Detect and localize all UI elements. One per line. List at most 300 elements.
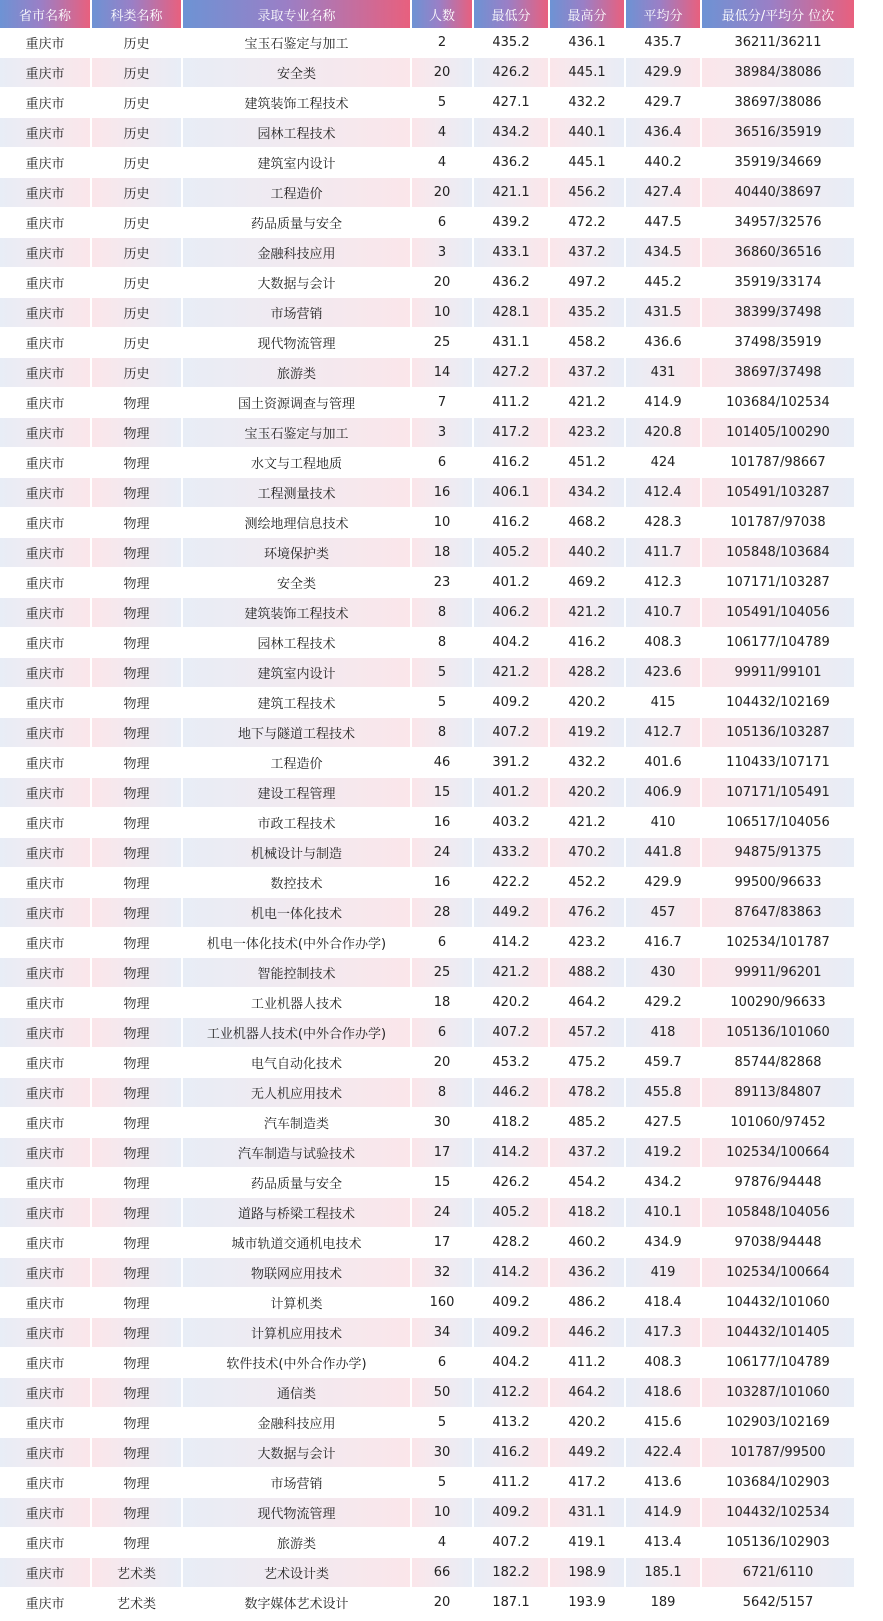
- avg-score-cell: 429.9: [625, 58, 701, 88]
- province-cell: 重庆市: [0, 1558, 91, 1588]
- rank-cell: 104432/102534: [701, 1498, 855, 1528]
- max-score-cell: 470.2: [549, 838, 625, 868]
- table-row: [0, 1258, 855, 1288]
- max-score-cell: 440.1: [549, 118, 625, 148]
- table-row: [0, 388, 855, 418]
- major-name-cell: 城市轨道交通机电技术: [182, 1228, 411, 1258]
- subject-category-cell: 物理: [91, 1468, 182, 1498]
- table-row: [0, 628, 855, 658]
- major-name-cell: 道路与桥梁工程技术: [182, 1198, 411, 1228]
- avg-score-cell: 435.7: [625, 28, 701, 58]
- avg-score-cell: 410: [625, 808, 701, 838]
- count-cell: 6: [411, 1018, 473, 1048]
- subject-category-cell: 物理: [91, 958, 182, 988]
- min-score-cell: 435.2: [473, 28, 549, 58]
- subject-category-cell: 物理: [91, 778, 182, 808]
- province-cell: 重庆市: [0, 1258, 91, 1288]
- max-score-cell: 416.2: [549, 628, 625, 658]
- major-name-cell: 建筑工程技术: [182, 688, 411, 718]
- avg-score-cell: 419.2: [625, 1138, 701, 1168]
- count-cell: 4: [411, 148, 473, 178]
- province-cell: 重庆市: [0, 568, 91, 598]
- min-score-cell: 453.2: [473, 1048, 549, 1078]
- province-cell: 重庆市: [0, 1018, 91, 1048]
- rank-cell: 40440/38697: [701, 178, 855, 208]
- avg-score-cell: 431.5: [625, 298, 701, 328]
- province-cell: 重庆市: [0, 808, 91, 838]
- min-score-cell: 403.2: [473, 808, 549, 838]
- count-cell: 3: [411, 418, 473, 448]
- subject-category-cell: 物理: [91, 598, 182, 628]
- major-name-cell: 园林工程技术: [182, 118, 411, 148]
- count-cell: 17: [411, 1228, 473, 1258]
- min-score-cell: 404.2: [473, 628, 549, 658]
- major-name-cell: 工程造价: [182, 748, 411, 778]
- max-score-cell: 458.2: [549, 328, 625, 358]
- avg-score-cell: 408.3: [625, 1348, 701, 1378]
- rank-cell: 38697/38086: [701, 88, 855, 118]
- min-score-cell: 411.2: [473, 1468, 549, 1498]
- min-score-cell: 417.2: [473, 418, 549, 448]
- subject-category-cell: 历史: [91, 88, 182, 118]
- rank-cell: 35919/33174: [701, 268, 855, 298]
- province-cell: 重庆市: [0, 58, 91, 88]
- max-score-cell: 411.2: [549, 1348, 625, 1378]
- max-score-cell: 198.9: [549, 1558, 625, 1588]
- table-row: [0, 1408, 855, 1438]
- province-cell: 重庆市: [0, 1408, 91, 1438]
- major-name-cell: 安全类: [182, 568, 411, 598]
- count-cell: 16: [411, 868, 473, 898]
- count-cell: 8: [411, 1078, 473, 1108]
- major-name-cell: 智能控制技术: [182, 958, 411, 988]
- province-cell: 重庆市: [0, 148, 91, 178]
- min-score-cell: 407.2: [473, 718, 549, 748]
- max-score-cell: 435.2: [549, 298, 625, 328]
- table-row: [0, 1348, 855, 1378]
- province-cell: 重庆市: [0, 1168, 91, 1198]
- min-score-cell: 431.1: [473, 328, 549, 358]
- major-name-cell: 园林工程技术: [182, 628, 411, 658]
- rank-cell: 5642/5157: [701, 1588, 855, 1618]
- major-name-cell: 汽车制造与试验技术: [182, 1138, 411, 1168]
- avg-score-cell: 412.7: [625, 718, 701, 748]
- max-score-cell: 486.2: [549, 1288, 625, 1318]
- max-score-cell: 436.1: [549, 28, 625, 58]
- subject-category-cell: 物理: [91, 1048, 182, 1078]
- avg-score-cell: 427.5: [625, 1108, 701, 1138]
- major-name-cell: 工业机器人技术: [182, 988, 411, 1018]
- min-score-cell: 182.2: [473, 1558, 549, 1588]
- major-name-cell: 宝玉石鉴定与加工: [182, 418, 411, 448]
- rank-cell: 105848/103684: [701, 538, 855, 568]
- subject-category-cell: 物理: [91, 568, 182, 598]
- province-cell: 重庆市: [0, 478, 91, 508]
- table-row: [0, 838, 855, 868]
- count-cell: 18: [411, 988, 473, 1018]
- major-name-cell: 数控技术: [182, 868, 411, 898]
- subject-category-cell: 物理: [91, 688, 182, 718]
- min-score-cell: 411.2: [473, 388, 549, 418]
- subject-category-cell: 物理: [91, 508, 182, 538]
- count-cell: 6: [411, 208, 473, 238]
- max-score-cell: 431.1: [549, 1498, 625, 1528]
- major-name-cell: 国土资源调查与管理: [182, 388, 411, 418]
- header-min-score: 最低分: [473, 0, 549, 28]
- rank-cell: 36211/36211: [701, 28, 855, 58]
- avg-score-cell: 401.6: [625, 748, 701, 778]
- subject-category-cell: 历史: [91, 328, 182, 358]
- rank-cell: 94875/91375: [701, 838, 855, 868]
- subject-category-cell: 历史: [91, 118, 182, 148]
- subject-category-cell: 物理: [91, 988, 182, 1018]
- max-score-cell: 456.2: [549, 178, 625, 208]
- subject-category-cell: 历史: [91, 178, 182, 208]
- max-score-cell: 472.2: [549, 208, 625, 238]
- major-name-cell: 水文与工程地质: [182, 448, 411, 478]
- avg-score-cell: 422.4: [625, 1438, 701, 1468]
- table-row: [0, 448, 855, 478]
- min-score-cell: 414.2: [473, 1258, 549, 1288]
- min-score-cell: 416.2: [473, 508, 549, 538]
- max-score-cell: 437.2: [549, 238, 625, 268]
- min-score-cell: 416.2: [473, 1438, 549, 1468]
- table-row: [0, 58, 855, 88]
- rank-cell: 97876/94448: [701, 1168, 855, 1198]
- avg-score-cell: 423.6: [625, 658, 701, 688]
- min-score-cell: 413.2: [473, 1408, 549, 1438]
- count-cell: 8: [411, 718, 473, 748]
- avg-score-cell: 419: [625, 1258, 701, 1288]
- subject-category-cell: 物理: [91, 1438, 182, 1468]
- province-cell: 重庆市: [0, 1498, 91, 1528]
- province-cell: 重庆市: [0, 28, 91, 58]
- province-cell: 重庆市: [0, 1318, 91, 1348]
- min-score-cell: 405.2: [473, 1198, 549, 1228]
- count-cell: 4: [411, 1528, 473, 1558]
- count-cell: 20: [411, 1048, 473, 1078]
- min-score-cell: 436.2: [473, 148, 549, 178]
- count-cell: 3: [411, 238, 473, 268]
- count-cell: 20: [411, 58, 473, 88]
- rank-cell: 107171/103287: [701, 568, 855, 598]
- major-name-cell: 通信类: [182, 1378, 411, 1408]
- min-score-cell: 401.2: [473, 568, 549, 598]
- province-cell: 重庆市: [0, 628, 91, 658]
- table-row: [0, 1228, 855, 1258]
- province-cell: 重庆市: [0, 1048, 91, 1078]
- table-row: [0, 1528, 855, 1558]
- min-score-cell: 406.1: [473, 478, 549, 508]
- max-score-cell: 446.2: [549, 1318, 625, 1348]
- min-score-cell: 434.2: [473, 118, 549, 148]
- avg-score-cell: 406.9: [625, 778, 701, 808]
- count-cell: 10: [411, 508, 473, 538]
- max-score-cell: 452.2: [549, 868, 625, 898]
- rank-cell: 35919/34669: [701, 148, 855, 178]
- count-cell: 25: [411, 958, 473, 988]
- count-cell: 2: [411, 28, 473, 58]
- count-cell: 7: [411, 388, 473, 418]
- table-row: [0, 508, 855, 538]
- province-cell: 重庆市: [0, 1078, 91, 1108]
- table-row: [0, 268, 855, 298]
- rank-cell: 89113/84807: [701, 1078, 855, 1108]
- min-score-cell: 421.2: [473, 658, 549, 688]
- subject-category-cell: 物理: [91, 1348, 182, 1378]
- max-score-cell: 420.2: [549, 778, 625, 808]
- avg-score-cell: 427.4: [625, 178, 701, 208]
- major-name-cell: 建筑装饰工程技术: [182, 598, 411, 628]
- rank-cell: 105848/104056: [701, 1198, 855, 1228]
- count-cell: 20: [411, 178, 473, 208]
- subject-category-cell: 物理: [91, 448, 182, 478]
- min-score-cell: 409.2: [473, 1288, 549, 1318]
- max-score-cell: 464.2: [549, 1378, 625, 1408]
- max-score-cell: 193.9: [549, 1588, 625, 1618]
- rank-cell: 101787/98667: [701, 448, 855, 478]
- major-name-cell: 建筑装饰工程技术: [182, 88, 411, 118]
- province-cell: 重庆市: [0, 388, 91, 418]
- avg-score-cell: 447.5: [625, 208, 701, 238]
- major-name-cell: 旅游类: [182, 358, 411, 388]
- count-cell: 24: [411, 838, 473, 868]
- min-score-cell: 436.2: [473, 268, 549, 298]
- major-name-cell: 汽车制造类: [182, 1108, 411, 1138]
- province-cell: 重庆市: [0, 1348, 91, 1378]
- min-score-cell: 427.2: [473, 358, 549, 388]
- count-cell: 34: [411, 1318, 473, 1348]
- table-row: [0, 478, 855, 508]
- subject-category-cell: 物理: [91, 1138, 182, 1168]
- table-row: [0, 778, 855, 808]
- rank-cell: 103684/102903: [701, 1468, 855, 1498]
- major-name-cell: 地下与隧道工程技术: [182, 718, 411, 748]
- table-row: [0, 148, 855, 178]
- count-cell: 4: [411, 118, 473, 148]
- province-cell: 重庆市: [0, 1288, 91, 1318]
- header-major-name: 录取专业名称: [182, 0, 411, 28]
- table-row: [0, 598, 855, 628]
- subject-category-cell: 物理: [91, 658, 182, 688]
- table-row: [0, 1048, 855, 1078]
- min-score-cell: 412.2: [473, 1378, 549, 1408]
- count-cell: 6: [411, 1348, 473, 1378]
- min-score-cell: 428.1: [473, 298, 549, 328]
- rank-cell: 103684/102534: [701, 388, 855, 418]
- min-score-cell: 414.2: [473, 1138, 549, 1168]
- table-row: [0, 1078, 855, 1108]
- table-row: [0, 1438, 855, 1468]
- rank-cell: 38697/37498: [701, 358, 855, 388]
- table-row: [0, 1168, 855, 1198]
- province-cell: 重庆市: [0, 448, 91, 478]
- count-cell: 6: [411, 928, 473, 958]
- major-name-cell: 物联网应用技术: [182, 1258, 411, 1288]
- rank-cell: 99911/99101: [701, 658, 855, 688]
- count-cell: 5: [411, 658, 473, 688]
- max-score-cell: 485.2: [549, 1108, 625, 1138]
- count-cell: 20: [411, 268, 473, 298]
- max-score-cell: 460.2: [549, 1228, 625, 1258]
- header-max-score: 最高分: [549, 0, 625, 28]
- min-score-cell: 391.2: [473, 748, 549, 778]
- subject-category-cell: 物理: [91, 868, 182, 898]
- max-score-cell: 419.2: [549, 718, 625, 748]
- max-score-cell: 451.2: [549, 448, 625, 478]
- count-cell: 16: [411, 478, 473, 508]
- max-score-cell: 421.2: [549, 598, 625, 628]
- table-row: [0, 1198, 855, 1228]
- min-score-cell: 406.2: [473, 598, 549, 628]
- count-cell: 20: [411, 1588, 473, 1618]
- avg-score-cell: 429.7: [625, 88, 701, 118]
- province-cell: 重庆市: [0, 688, 91, 718]
- min-score-cell: 407.2: [473, 1018, 549, 1048]
- subject-category-cell: 历史: [91, 148, 182, 178]
- min-score-cell: 421.2: [473, 958, 549, 988]
- avg-score-cell: 185.1: [625, 1558, 701, 1588]
- count-cell: 16: [411, 808, 473, 838]
- subject-category-cell: 物理: [91, 1108, 182, 1138]
- major-name-cell: 建设工程管理: [182, 778, 411, 808]
- table-row: [0, 118, 855, 148]
- rank-cell: 106177/104789: [701, 628, 855, 658]
- subject-category-cell: 物理: [91, 1288, 182, 1318]
- rank-cell: 99911/96201: [701, 958, 855, 988]
- subject-category-cell: 历史: [91, 358, 182, 388]
- table-row: [0, 958, 855, 988]
- province-cell: 重庆市: [0, 298, 91, 328]
- major-name-cell: 机械设计与制造: [182, 838, 411, 868]
- min-score-cell: 409.2: [473, 1318, 549, 1348]
- min-score-cell: 433.1: [473, 238, 549, 268]
- rank-cell: 34957/32576: [701, 208, 855, 238]
- subject-category-cell: 艺术类: [91, 1588, 182, 1618]
- avg-score-cell: 413.6: [625, 1468, 701, 1498]
- rank-cell: 102534/100664: [701, 1138, 855, 1168]
- count-cell: 8: [411, 598, 473, 628]
- province-cell: 重庆市: [0, 508, 91, 538]
- province-cell: 重庆市: [0, 838, 91, 868]
- table-row: [0, 1018, 855, 1048]
- max-score-cell: 434.2: [549, 478, 625, 508]
- count-cell: 5: [411, 1468, 473, 1498]
- table-row: [0, 688, 855, 718]
- max-score-cell: 478.2: [549, 1078, 625, 1108]
- province-cell: 重庆市: [0, 1438, 91, 1468]
- major-name-cell: 机电一体化技术: [182, 898, 411, 928]
- min-score-cell: 414.2: [473, 928, 549, 958]
- major-name-cell: 安全类: [182, 58, 411, 88]
- max-score-cell: 423.2: [549, 418, 625, 448]
- min-score-cell: 449.2: [473, 898, 549, 928]
- subject-category-cell: 物理: [91, 418, 182, 448]
- rank-cell: 6721/6110: [701, 1558, 855, 1588]
- subject-category-cell: 物理: [91, 718, 182, 748]
- province-cell: 重庆市: [0, 178, 91, 208]
- subject-category-cell: 物理: [91, 838, 182, 868]
- province-cell: 重庆市: [0, 868, 91, 898]
- rank-cell: 102534/100664: [701, 1258, 855, 1288]
- province-cell: 重庆市: [0, 238, 91, 268]
- rank-cell: 99500/96633: [701, 868, 855, 898]
- subject-category-cell: 物理: [91, 478, 182, 508]
- count-cell: 46: [411, 748, 473, 778]
- province-cell: 重庆市: [0, 1228, 91, 1258]
- count-cell: 66: [411, 1558, 473, 1588]
- province-cell: 重庆市: [0, 658, 91, 688]
- avg-score-cell: 430: [625, 958, 701, 988]
- province-cell: 重庆市: [0, 1588, 91, 1618]
- rank-cell: 38984/38086: [701, 58, 855, 88]
- province-cell: 重庆市: [0, 748, 91, 778]
- table-row: [0, 178, 855, 208]
- table-body: [0, 28, 855, 1618]
- province-cell: 重庆市: [0, 778, 91, 808]
- rank-cell: 37498/35919: [701, 328, 855, 358]
- major-name-cell: 数字媒体艺术设计: [182, 1588, 411, 1618]
- count-cell: 160: [411, 1288, 473, 1318]
- max-score-cell: 445.1: [549, 58, 625, 88]
- avg-score-cell: 413.4: [625, 1528, 701, 1558]
- major-name-cell: 金融科技应用: [182, 1408, 411, 1438]
- avg-score-cell: 455.8: [625, 1078, 701, 1108]
- count-cell: 25: [411, 328, 473, 358]
- avg-score-cell: 189: [625, 1588, 701, 1618]
- rank-cell: 104432/101405: [701, 1318, 855, 1348]
- avg-score-cell: 415: [625, 688, 701, 718]
- max-score-cell: 420.2: [549, 1408, 625, 1438]
- rank-cell: 105136/101060: [701, 1018, 855, 1048]
- subject-category-cell: 历史: [91, 58, 182, 88]
- min-score-cell: 433.2: [473, 838, 549, 868]
- min-score-cell: 421.1: [473, 178, 549, 208]
- max-score-cell: 449.2: [549, 1438, 625, 1468]
- rank-cell: 107171/105491: [701, 778, 855, 808]
- count-cell: 24: [411, 1198, 473, 1228]
- avg-score-cell: 428.3: [625, 508, 701, 538]
- min-score-cell: 428.2: [473, 1228, 549, 1258]
- rank-cell: 102534/101787: [701, 928, 855, 958]
- min-score-cell: 426.2: [473, 1168, 549, 1198]
- major-name-cell: 工程测量技术: [182, 478, 411, 508]
- table-row: [0, 328, 855, 358]
- major-name-cell: 建筑室内设计: [182, 148, 411, 178]
- max-score-cell: 423.2: [549, 928, 625, 958]
- major-name-cell: 宝玉石鉴定与加工: [182, 28, 411, 58]
- max-score-cell: 468.2: [549, 508, 625, 538]
- avg-score-cell: 440.2: [625, 148, 701, 178]
- table-row: [0, 208, 855, 238]
- subject-category-cell: 物理: [91, 748, 182, 778]
- table-row: [0, 568, 855, 598]
- major-name-cell: 市场营销: [182, 1468, 411, 1498]
- subject-category-cell: 艺术类: [91, 1558, 182, 1588]
- major-name-cell: 旅游类: [182, 1528, 411, 1558]
- table-row: [0, 748, 855, 778]
- max-score-cell: 464.2: [549, 988, 625, 1018]
- table-row: [0, 298, 855, 328]
- province-cell: 重庆市: [0, 718, 91, 748]
- table-row: [0, 898, 855, 928]
- rank-cell: 87647/83863: [701, 898, 855, 928]
- major-name-cell: 计算机应用技术: [182, 1318, 411, 1348]
- rank-cell: 110433/107171: [701, 748, 855, 778]
- province-cell: 重庆市: [0, 328, 91, 358]
- province-cell: 重庆市: [0, 118, 91, 148]
- count-cell: 5: [411, 1408, 473, 1438]
